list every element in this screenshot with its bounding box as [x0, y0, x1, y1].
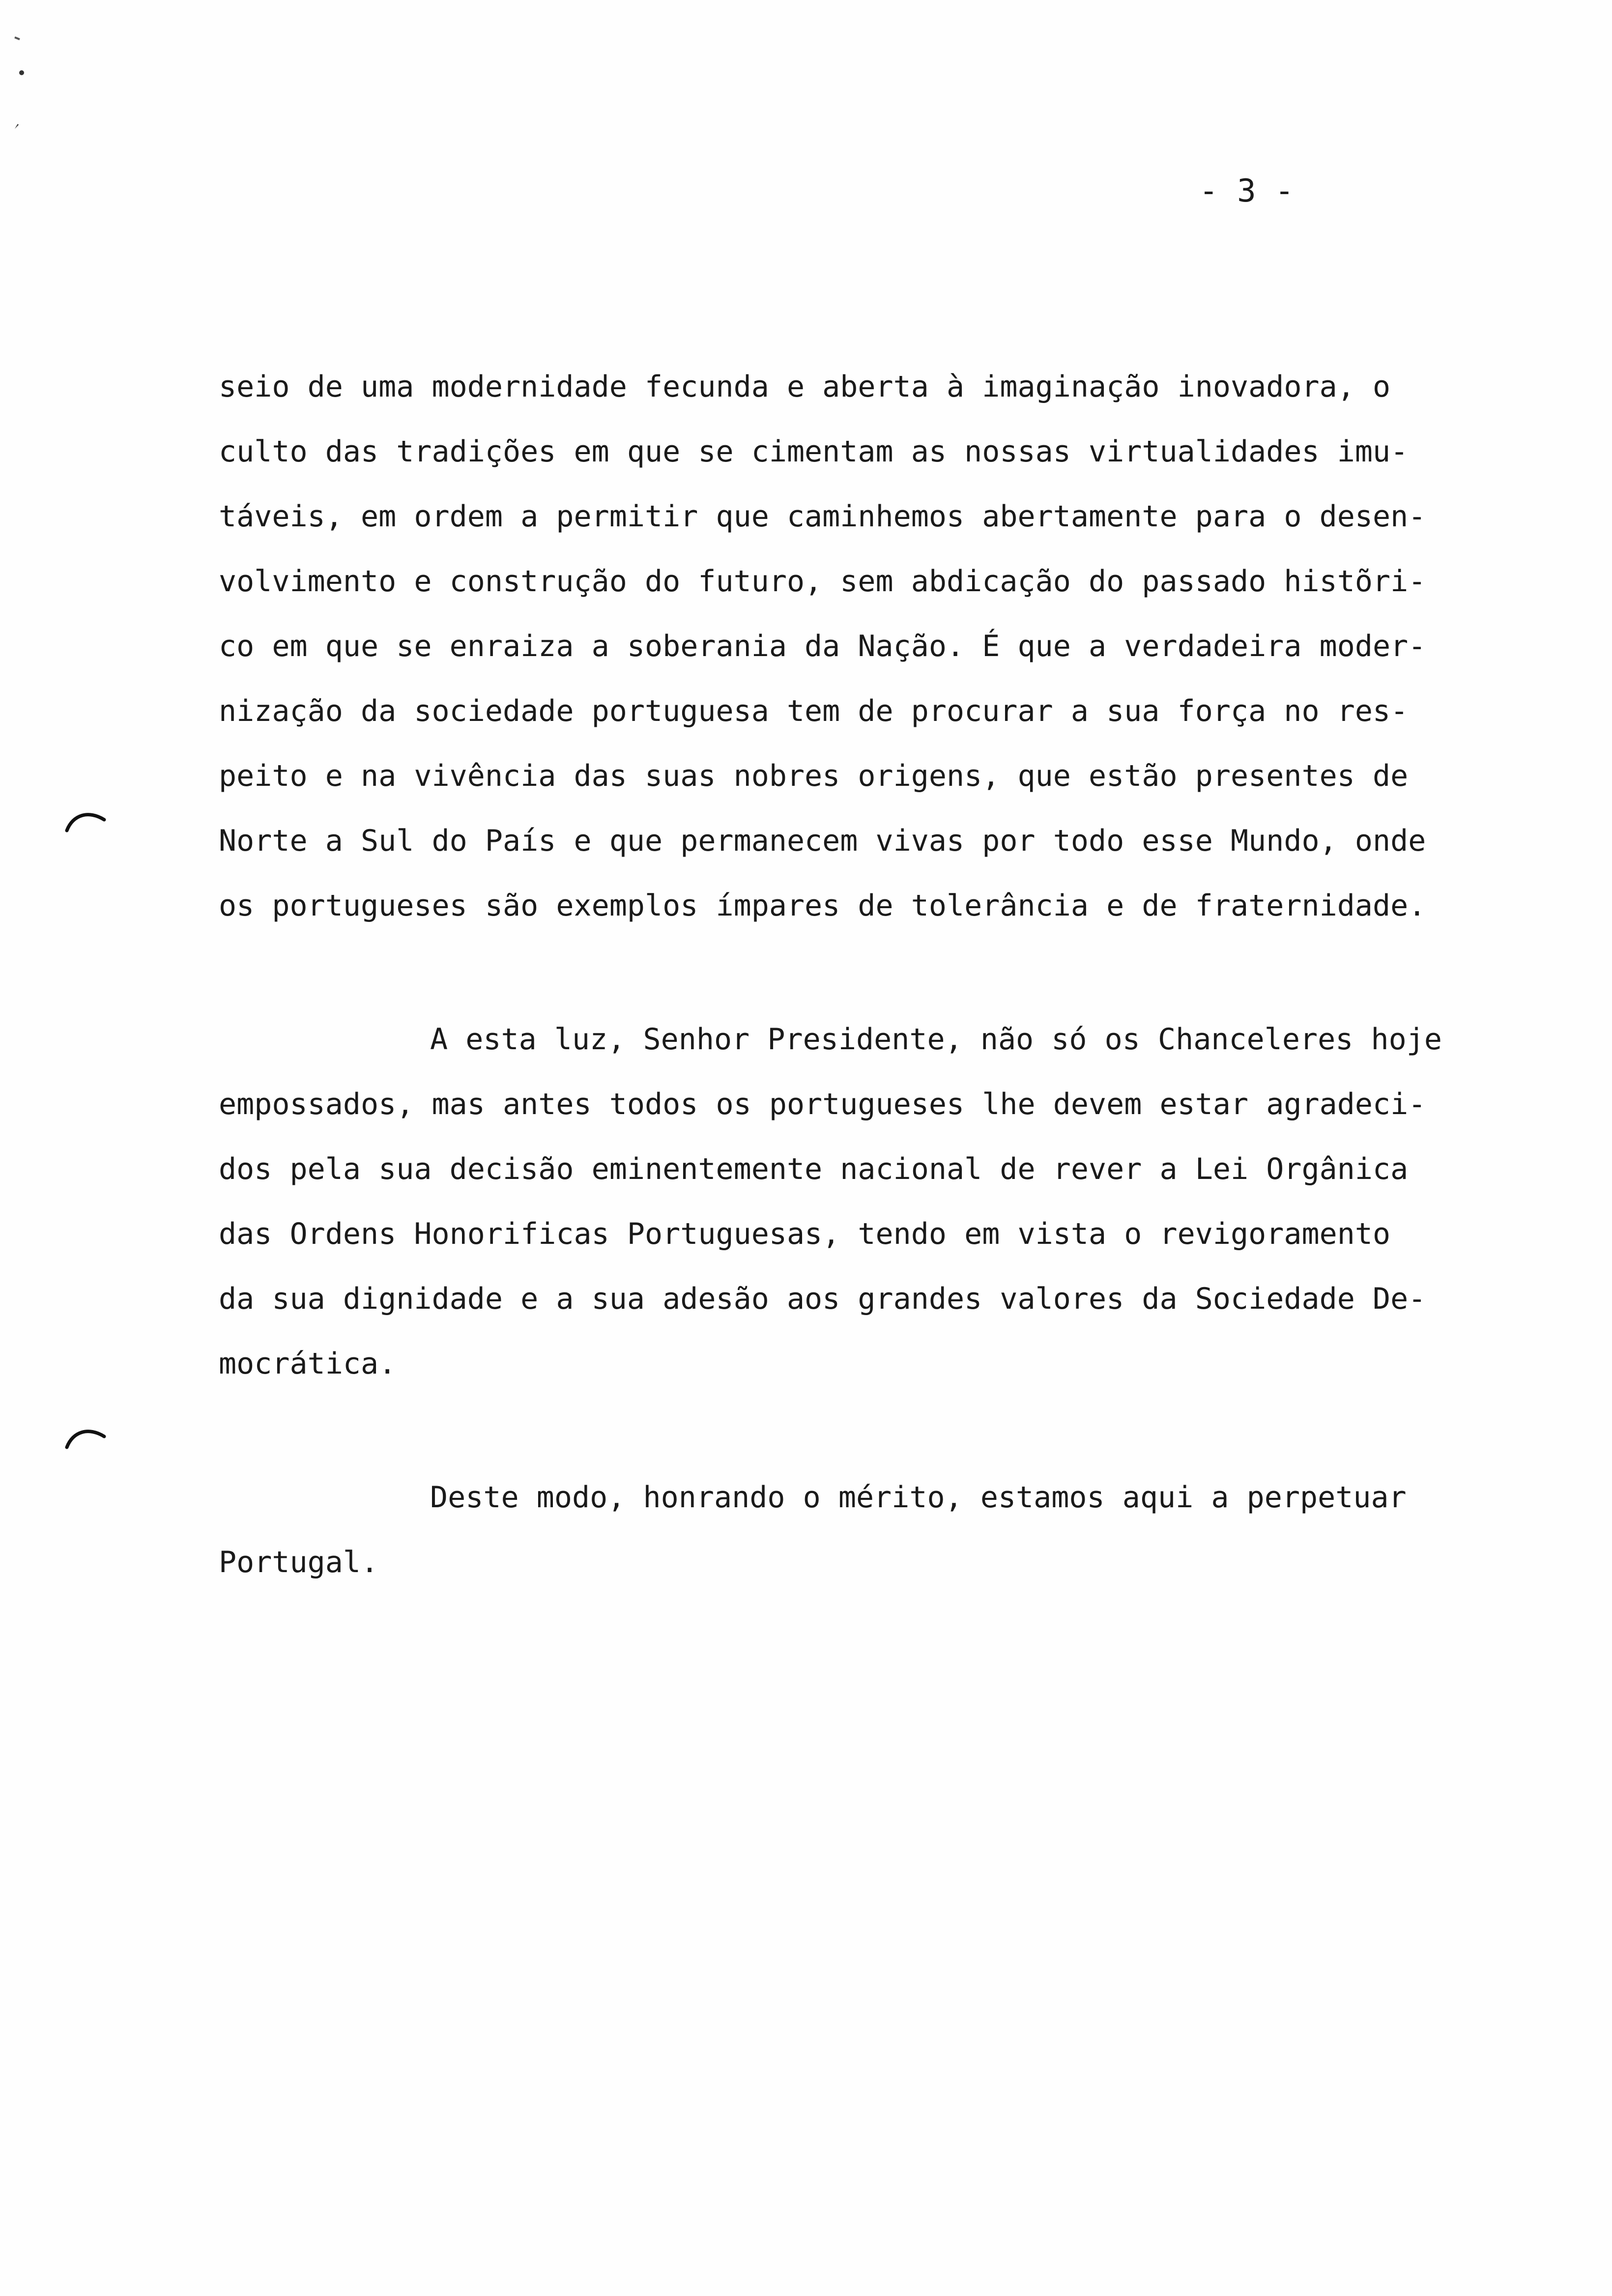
- text-line: mocrática.: [219, 1347, 397, 1381]
- text-line: os portugueses são exemplos ímpares de tolerância e de fraternidade.: [219, 889, 1426, 923]
- page-number: - 3 -: [1199, 173, 1294, 209]
- text-line: Deste modo, honrando o mérito, estamos aqui a perpetuar: [430, 1480, 1407, 1515]
- text-line: da sua dignidade e a sua adesão aos grandes valores da Sociedade De-: [219, 1282, 1426, 1316]
- punch-hole-mark-icon: [64, 1423, 108, 1452]
- text-line: táveis, em ordem a permitir que caminhemos abertamente para o desen-: [219, 499, 1426, 534]
- text-line: empossados, mas antes todos os portugueses lhe devem estar agradeci-: [219, 1087, 1426, 1121]
- text-line: dos pela sua decisão eminentemente nacional de rever a Lei Orgânica: [219, 1152, 1409, 1186]
- text-line: Portugal.: [219, 1545, 379, 1579]
- text-line: nização da sociedade portuguesa tem de procurar a sua força no res-: [219, 694, 1409, 728]
- text-line: seio de uma modernidade fecunda e aberta à imaginação inovadora, o: [219, 370, 1391, 404]
- text-line: culto das tradições em que se cimentam as nossas virtualidades imu-: [219, 434, 1409, 469]
- text-line: peito e na vivência das suas nobres origens, que estão presentes de: [219, 759, 1409, 793]
- text-line: A esta luz, Senhor Presidente, não só os Chanceleres hoje: [430, 1022, 1442, 1057]
- text-line: co em que se enraiza a soberania da Nação. É que a verdadeira moder-: [219, 629, 1426, 663]
- text-line: Norte a Sul do País e que permanecem vivas por todo esse Mundo, onde: [219, 824, 1426, 858]
- scan-speck-icon: [18, 69, 28, 79]
- punch-hole-mark-icon: [64, 806, 108, 835]
- text-line: das Ordens Honorificas Portuguesas, tendo em vista o revigoramento: [219, 1217, 1391, 1251]
- scan-speck-icon: [14, 34, 24, 44]
- text-line: volvimento e construção do futuro, sem abdicação do passado histõri-: [219, 564, 1426, 599]
- scan-speck-icon: [13, 122, 23, 132]
